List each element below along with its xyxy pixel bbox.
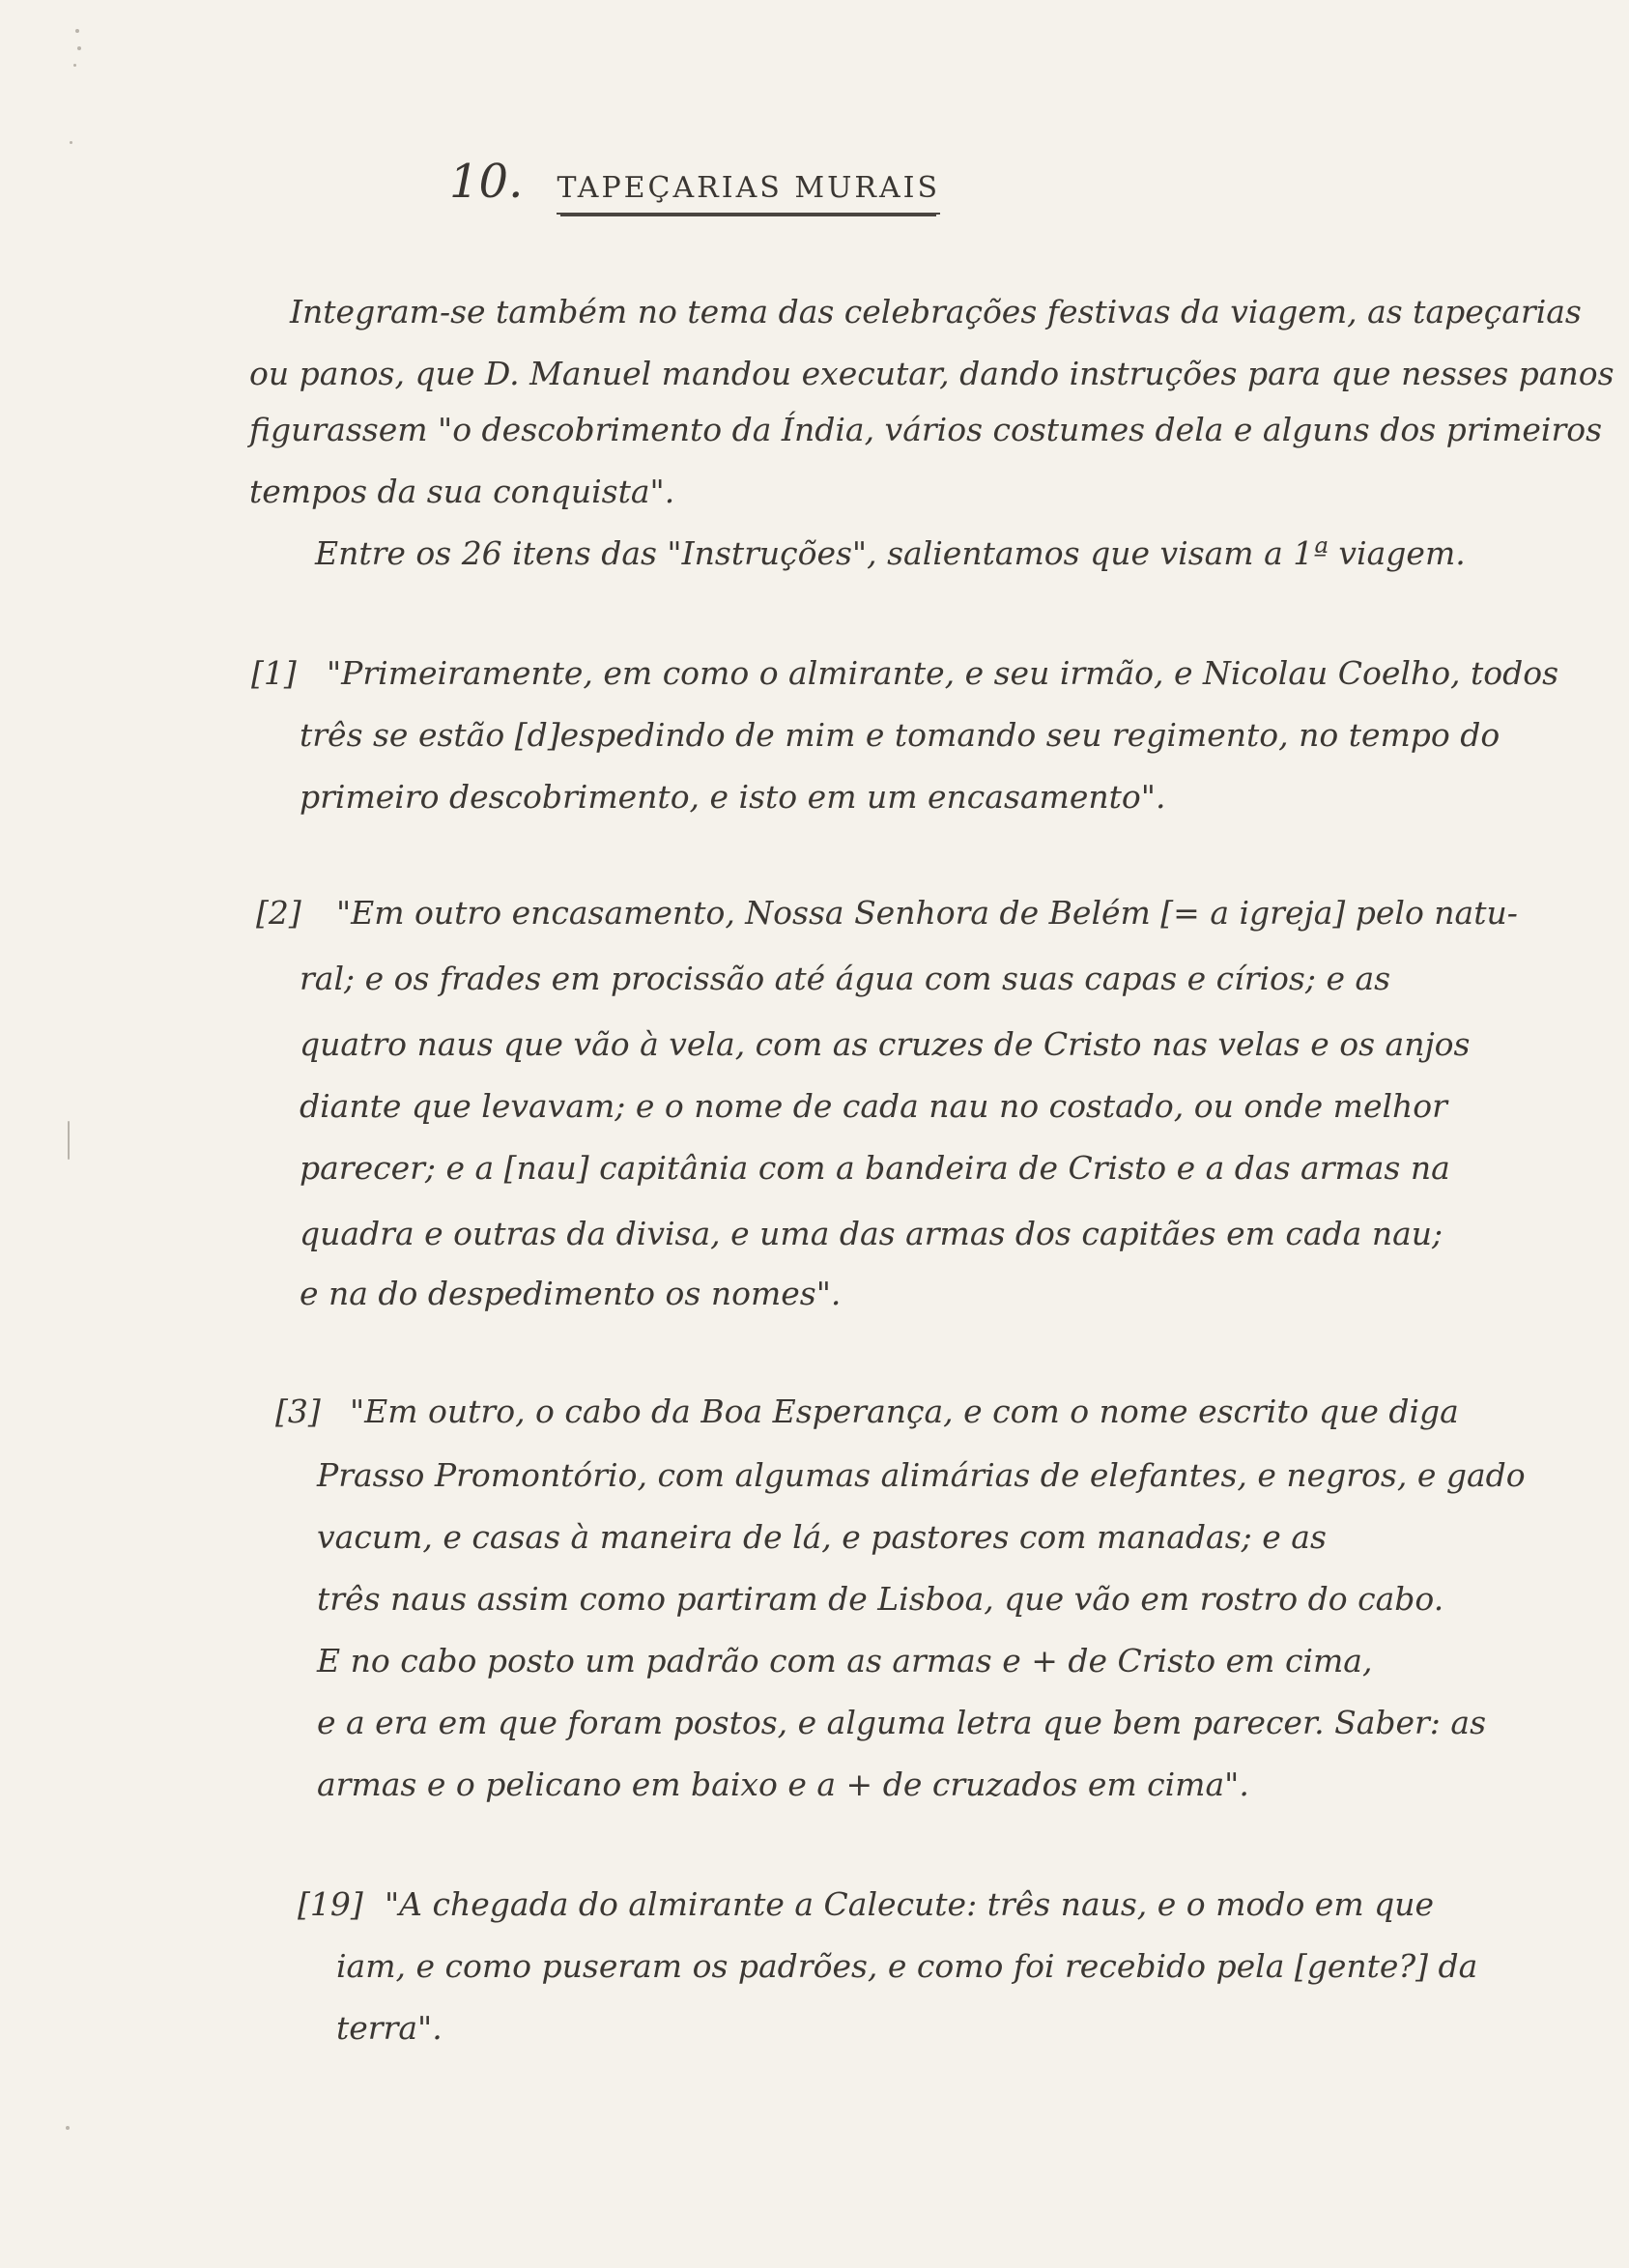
item-line: e a era em que foram postos, e alguma letra que bem parecer. Saber: as: [317, 1704, 1487, 1741]
item-line: "Em outro, o cabo da Boa Esperança, e com o nome escrito que diga: [350, 1392, 1459, 1430]
margin-speck: [66, 2126, 70, 2130]
margin-speck: [77, 46, 81, 50]
margin-speck: [75, 29, 79, 33]
intro-line: Integram-se também no tema das celebrações festivas da viagem, as tapeçarias: [290, 293, 1582, 330]
item-line: ral; e os frades em procissão até água com suas capas e círios; e as: [300, 960, 1391, 997]
item-line: "Em outro encasamento, Nossa Senhora de Belém [= a igreja] pelo natu-: [336, 894, 1518, 932]
item-line: e na do despedimento os nomes".: [300, 1275, 842, 1312]
item-line: Prasso Promontório, com algumas alimárias de elefantes, e negros, e gado: [317, 1456, 1526, 1494]
item-line: "A chegada do almirante a Calecute: três naus, e o modo em que: [385, 1885, 1435, 1923]
item-line: parecer; e a [nau] capitânia com a bandeira de Cristo e a das armas na: [300, 1149, 1450, 1187]
section-number: 10.: [449, 155, 524, 209]
intro-line: ou panos, que D. Manuel mandou executar, dando instruções para que nesses panos: [249, 355, 1615, 392]
item-line: quatro naus que vão à vela, com as cruzes de Cristo nas velas e os anjos: [300, 1025, 1471, 1063]
intro-line: tempos da sua conquista".: [249, 473, 675, 510]
margin-speck: [70, 141, 72, 144]
section-heading: TAPEÇARIAS MURAIS: [557, 171, 940, 215]
item-marker: [1]: [251, 654, 297, 692]
intro-line: figurassem "o descobrimento da Índia, vários costumes dela e alguns dos primeiros: [249, 411, 1603, 448]
item-line: três naus assim como partiram de Lisboa, que vão em rostro do cabo.: [317, 1580, 1444, 1618]
item-line: três se estão [d]espedindo de mim e tomando seu regimento, no tempo do: [300, 716, 1500, 754]
item-line: armas e o pelicano em baixo e a + de cruzados em cima".: [317, 1766, 1249, 1803]
item-line: primeiro descobrimento, e isto em um encasamento".: [300, 778, 1166, 816]
item-marker: [2]: [256, 894, 301, 932]
item-line: iam, e como puseram os padrões, e como foi recebido pela [gente?] da: [336, 1947, 1478, 1985]
item-line: "Primeiramente, em como o almirante, e seu irmão, e Nicolau Coelho, todos: [327, 654, 1559, 692]
item-line: diante que levavam; e o nome de cada nau no costado, ou onde melhor: [300, 1087, 1447, 1125]
item-marker: [19]: [298, 1885, 363, 1923]
intro-line: Entre os 26 itens das "Instruções", salientamos que visam a 1ª viagem.: [315, 534, 1466, 572]
item-line: quadra e outras da divisa, e uma das armas dos capitães em cada nau;: [300, 1215, 1443, 1252]
item-line: vacum, e casas à maneira de lá, e pastores com manadas; e as: [317, 1518, 1327, 1556]
page-title: [449, 155, 940, 215]
item-marker: [3]: [275, 1392, 321, 1430]
item-line: E no cabo posto um padrão com as armas e + de Cristo em cima,: [317, 1642, 1373, 1679]
item-line: terra".: [336, 2009, 443, 2047]
margin-speck: [68, 1121, 70, 1160]
margin-speck: [73, 64, 76, 67]
